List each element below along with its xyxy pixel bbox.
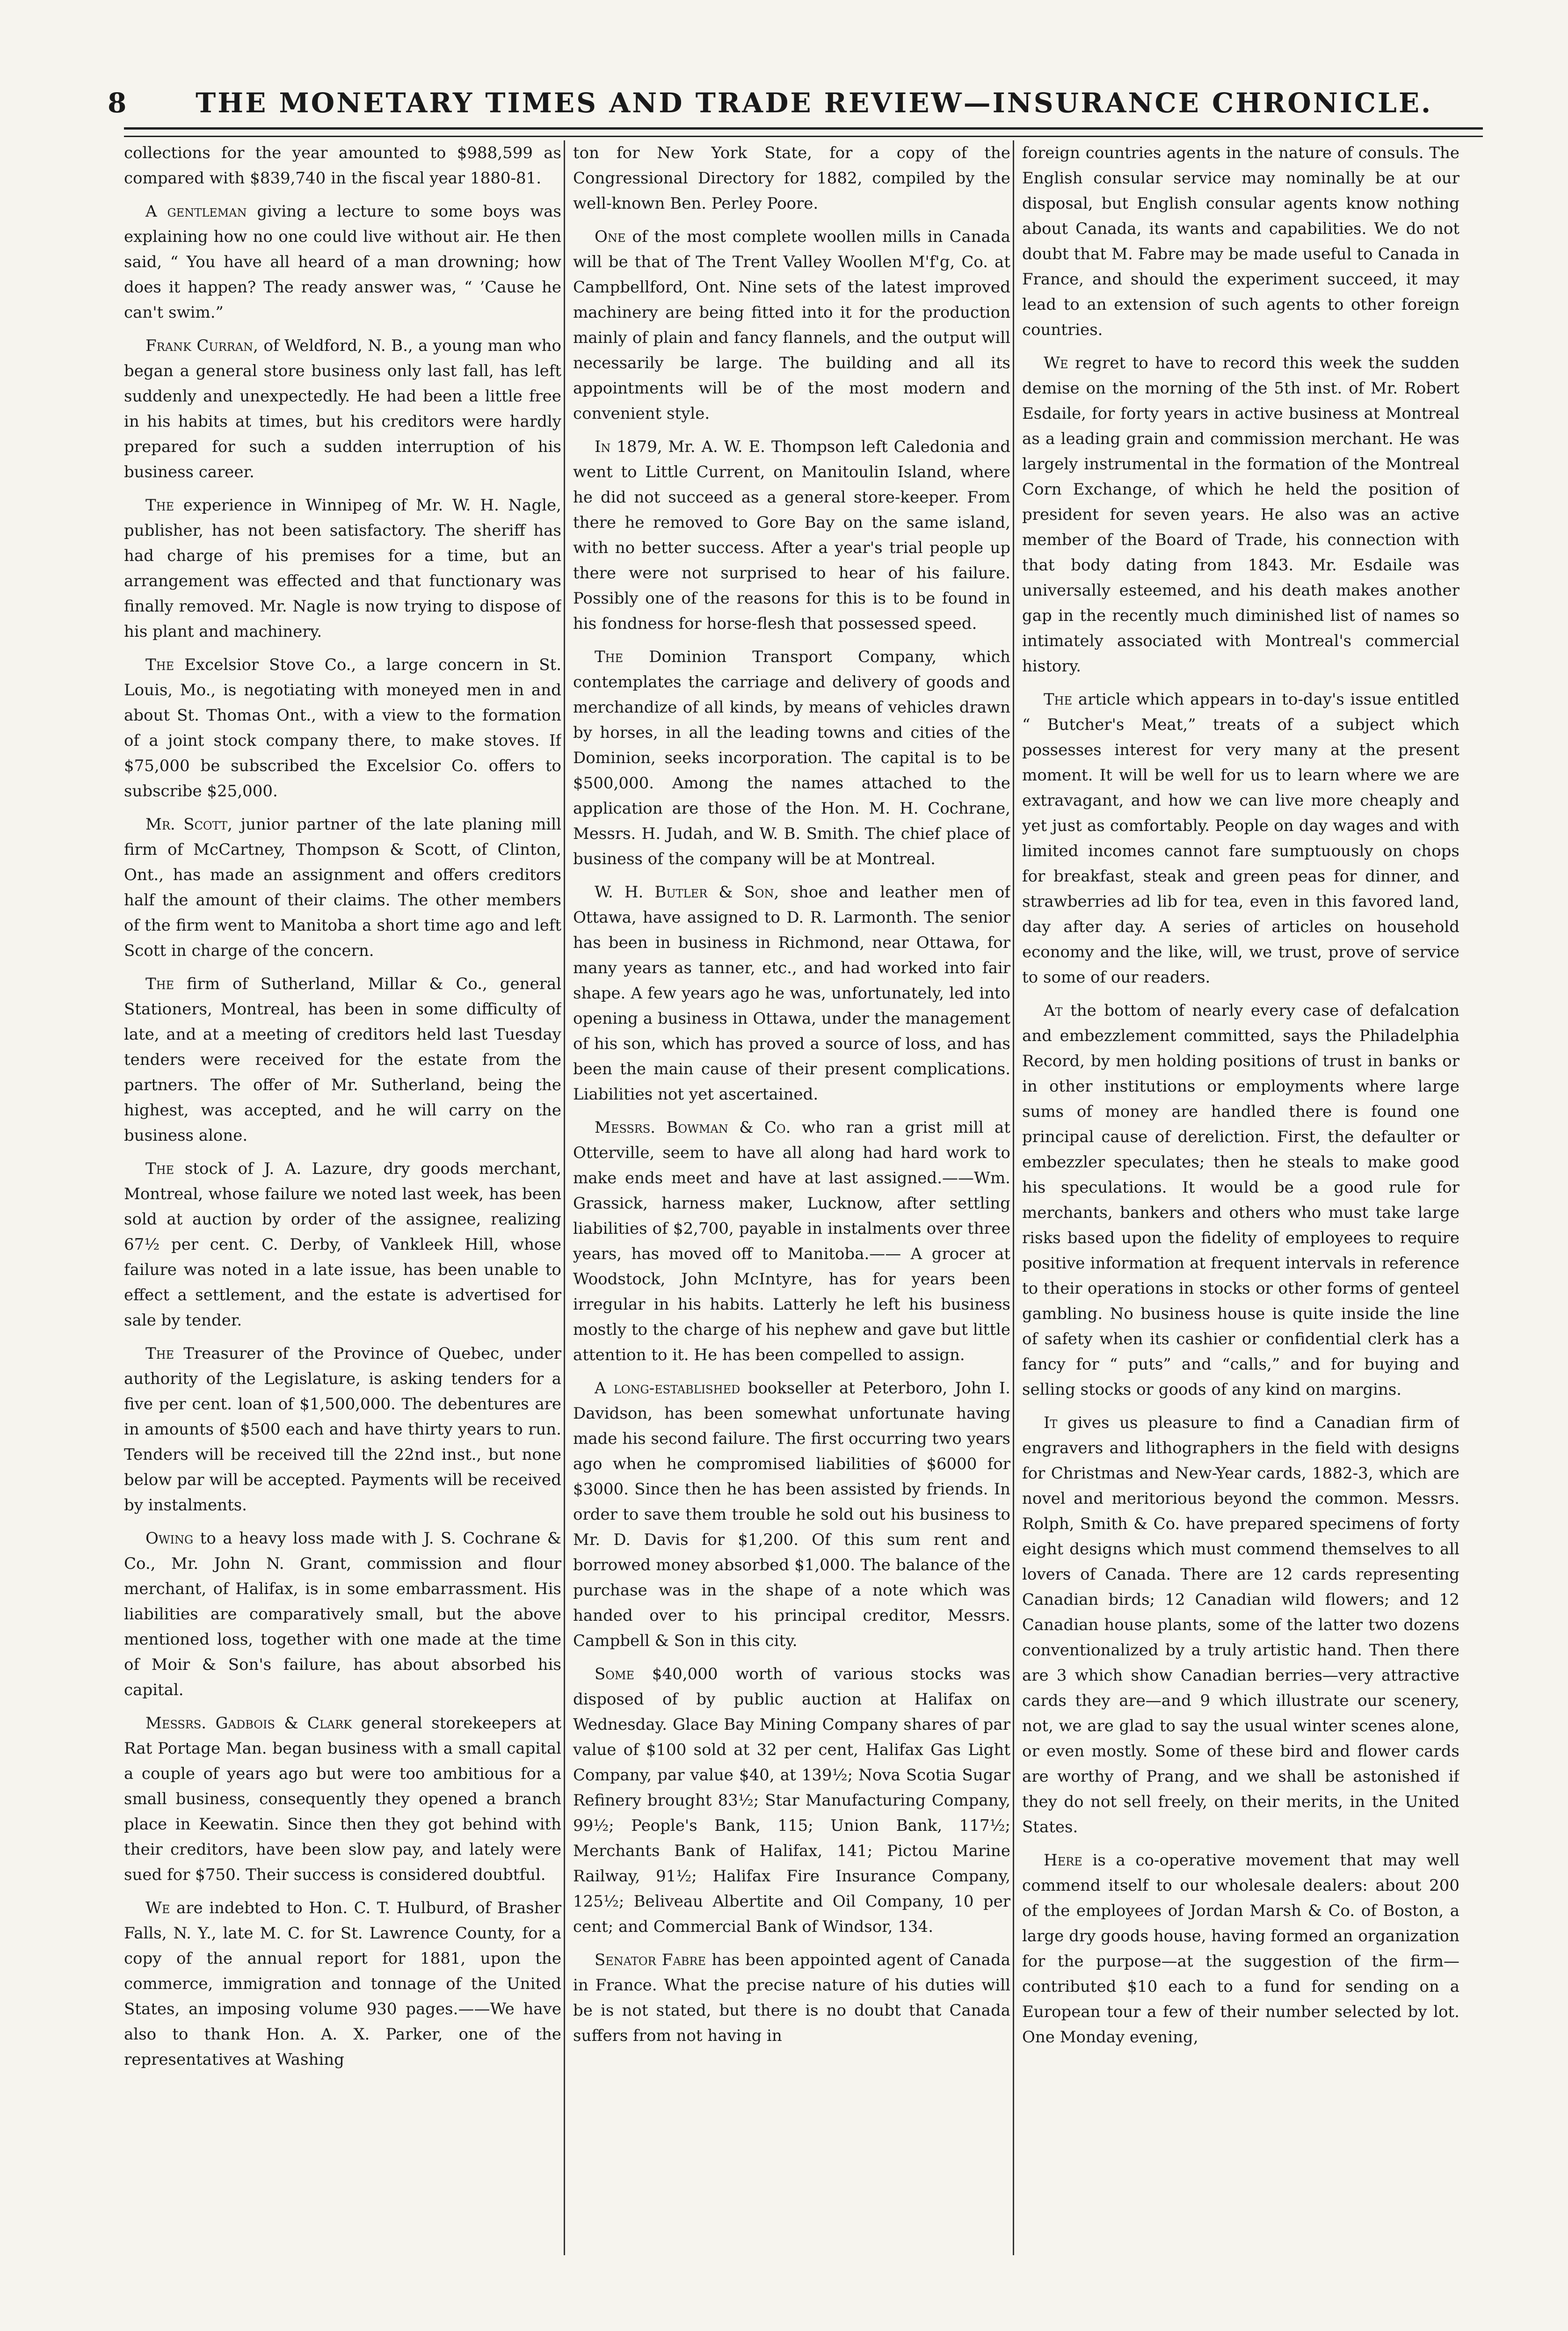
paragraph-text: shoe and leather men of Ottawa, have assigned to D. R. Larmonth. The senior has been in business in Richmond, near Ottawa, for many years as tanner, etc., and had worked into fair shape. A few years ago he was, unfortunately, led into opening a business in Ottawa, under the management of his son, which has proved a source of loss, and has been the main cause of their present complications. Liabilities not yet ascertained. bbox=[573, 883, 1010, 1104]
paragraph-text: junior partner of the late planing mill firm of McCartney, Thompson & Scott, of Clinton, Ont., has made an assignment and offers creditors half the amount of their claims. The other members of the firm went to Manitoba a short time ago and left Scott in charge of the concern. bbox=[124, 815, 561, 960]
paragraph-lead: A long-established bbox=[595, 1379, 740, 1398]
paragraph-lead: The bbox=[145, 656, 174, 674]
paragraph-lead: Here bbox=[1044, 1851, 1082, 1870]
article-paragraph bbox=[573, 644, 1010, 872]
paragraph-lead: Senator Fabre bbox=[595, 1951, 706, 1969]
article-paragraph bbox=[1022, 1848, 1459, 2050]
paragraph-text: ton for New York State, for a copy of the Congressional Directory for 1882, compiled by the well-known Ben. Perley Poore. bbox=[573, 144, 1010, 213]
header-rule-top bbox=[124, 127, 1483, 130]
article-paragraph bbox=[124, 333, 561, 485]
article-paragraph bbox=[124, 493, 561, 644]
article-paragraph bbox=[124, 1341, 561, 1518]
article-paragraph bbox=[573, 434, 1010, 636]
paragraph-lead: One bbox=[595, 227, 626, 246]
paragraph-text: article which appears in to-day's issue entitled “ Butcher's Meat,” treats of a subject which possesses interest for very many at the present moment. It will be well for us to learn where we are extravagant, and how we can live more cheaply and yet just as comfortably. People on day wages and with limited incomes cannot fare sumptuously on chops for breakfast, steak and green peas for dinner, and strawberries ad lib for tea, even in this favored land, day after day. A series of articles on household economy and the like, will, we trust, prove of service to some of our readers. bbox=[1022, 690, 1459, 987]
publication-title: THE MONETARY TIMES AND TRADE REVIEW—INSURANCE CHRONICLE. bbox=[196, 87, 1433, 119]
column-3 bbox=[1022, 140, 1459, 2274]
paragraph-text: are indebted to Hon. C. T. Hulburd, of Brasher Falls, N. Y., late M. C. for St. Lawrence County, for a copy of the annual report for 1881, upon the commerce, immigration and tonnage of the United States, an imposing volume 930 pages.——We have also to thank Hon. A. X. Parker, one of the representatives at Washing bbox=[124, 1899, 561, 2069]
article-paragraph bbox=[573, 224, 1010, 426]
paragraph-text: collections for the year amounted to $988,599 as compared with $839,740 in the fiscal year 1880-81. bbox=[124, 144, 561, 188]
article-paragraph bbox=[1022, 1410, 1459, 1840]
paragraph-lead: The bbox=[1044, 690, 1073, 709]
article-paragraph bbox=[124, 1895, 561, 2072]
paragraph-lead: Some bbox=[595, 1665, 635, 1683]
paragraph-text: gives us pleasure to find a Canadian firm of engravers and lithographers in the field with designs for Christmas and New-Year cards, 1882-3, which are novel and meritorious beyond the common. Messrs. Rolph, Smith & Co. have prepared specimens of forty eight designs which must commend themselves to all lovers of Canada. There are 12 cards representing Canadian birds; 12 Canadian wild flowers; and 12 Canadian house plants, some of the latter two dozens conventionalized by a truly artistic hand. Then there are 3 which show Canadian berries—very attractive cards they are—and 9 which illustrate our scenery, not, we are glad to say the usual winter scenes alone, or even mostly. Some of these bird and flower cards are worthy of Prang, and we shall be astonished if they do not sell freely, on their merits, in the United States. bbox=[1022, 1413, 1459, 1836]
paragraph-text: stock of J. A. Lazure, dry goods merchant, Montreal, whose failure we noted last week, has been sold at auction by order of the assignee, realizing 67½ per cent. C. Derby, of Vankleek Hill, whose failure was noted in a late issue, has been unable to effect a settlement, and the estate is advertised for sale by tender. bbox=[124, 1159, 561, 1330]
article-paragraph bbox=[124, 652, 561, 804]
paragraph-lead: Messrs. Bowman & Co. bbox=[595, 1118, 791, 1137]
paragraph-lead: It bbox=[1044, 1413, 1058, 1432]
article-paragraph bbox=[573, 1115, 1010, 1368]
paragraph-lead: The bbox=[145, 975, 174, 993]
paragraph-lead: In bbox=[595, 437, 611, 456]
paragraph-text: 1879, Mr. A. W. E. Thompson left Caledonia and went to Little Current, on Manitoulin Island, where he did not succeed as a general store-keeper. From there he removed to Gore Bay on the same island, with no better success. After a year's trial people up there were not surprised to hear of his failure. Possibly one of the reasons for this is to be found in his fondness for horse-flesh that possessed speed. bbox=[573, 437, 1010, 633]
article-paragraph bbox=[1022, 687, 1459, 990]
paragraph-text: of Weldford, N. B., a young man who began a general store business only last fall, has left suddenly and unexpectedly. He had been a little free in his habits at times, but his creditors were hardly prepared for such a sudden interruption of his business career. bbox=[124, 336, 561, 481]
paragraph-lead: A gentleman bbox=[145, 202, 247, 221]
paragraph-text: giving a lecture to some boys was explaining how no one could live without air. He then said, “ You have all heard of a man drowning; how does it happen? The ready answer was, “ ’Cause he can't swim.” bbox=[124, 202, 561, 322]
paragraph-text: to a heavy loss made with J. S. Cochrane & Co., Mr. John N. Grant, commission and flour merchant, of Halifax, is in some embarrassment. His liabilities are comparatively small, but the above mentioned loss, together with one made at the time of Moir & Son's failure, has about absorbed his capital. bbox=[124, 1529, 561, 1699]
paragraph-lead: The bbox=[595, 648, 624, 666]
paragraph-text: general storekeepers at Rat Portage Man. began business with a small capital a couple of years ago but were too ambitious for a small business, consequently they opened a branch place in Keewatin. Since then they got behind with their creditors, have been slow pay, and lately were sued for $750. Their success is considered doubtful. bbox=[124, 1714, 561, 1884]
paragraph-lead: We bbox=[145, 1899, 170, 1917]
article-paragraph bbox=[573, 140, 1010, 216]
paragraph-lead: At bbox=[1044, 1001, 1063, 1020]
paragraph-text: of the most complete woollen mills in Canada will be that of The Trent Valley Woollen M'f'g, Co. at Campbellford, Ont. Nine sets of the latest improved machinery are being fitted into it for the production mainly of plain and fancy flannels, and the output will necessarily be large. The building and all its appointments will be of the most modern and convenient style. bbox=[573, 227, 1010, 423]
article-paragraph bbox=[124, 1526, 561, 1703]
paragraph-lead: Mr. Scott, bbox=[145, 815, 232, 834]
page-number: 8 bbox=[108, 87, 127, 119]
paragraph-text: has been appointed agent of Canada in France. What the precise nature of his duties will be is not stated, but there is no doubt that Canada suffers from not having in bbox=[573, 1951, 1010, 2045]
column-2 bbox=[573, 140, 1010, 2274]
paragraph-text: bookseller at Peterboro, John I. Davidson, has been somewhat unfortunate having made his second failure. The first occurring two years ago when he compromised liabilities of $6000 for $3000. Since then he has been assisted by friends. In order to save them trouble he sold out his business to Mr. D. Davis for $1,200. Of this sum rent and borrowed money absorbed $1,000. The balance of the purchase was in the shape of a note which was handed over to his principal creditor, Messrs. Campbell & Son in this city. bbox=[573, 1379, 1010, 1650]
article-paragraph bbox=[1022, 350, 1459, 679]
article-paragraph bbox=[124, 1156, 561, 1333]
paragraph-lead: Messrs. Gadbois & Clark bbox=[145, 1714, 352, 1733]
paragraph-text: the bottom of nearly every case of defalcation and embezzlement committed, says the Philadelphia Record, by men holding positions of trust in banks or in other institutions or employments where large sums of money are handled there is found one principal cause of dereliction. First, the defaulter or embezzler speculates; then he steals to make good his speculations. It would be a good rule for merchants, bankers and others who must take large risks based upon the fidelity of employees to require positive information at frequent intervals in reference to their operations in stocks or other forms of genteel gambling. No business house is quite inside the line of safety when its cashier or confidential clerk has a fancy for “ puts” and “calls,” and for buying and selling stocks or goods of any kind on margins. bbox=[1022, 1001, 1459, 1399]
paragraph-lead: The bbox=[145, 1159, 174, 1178]
article-paragraph bbox=[1022, 998, 1459, 1402]
paragraph-text: Treasurer of the Province of Quebec, under authority of the Legislature, is asking tenders for a five per cent. loan of $1,500,000. The debentures are in amounts of $500 each and have thirty years to run. Tenders will be received till the 22nd inst., but none below par will be accepted. Payments will be received by instalments. bbox=[124, 1344, 561, 1515]
article-paragraph bbox=[573, 880, 1010, 1107]
paragraph-lead: The bbox=[145, 1344, 174, 1363]
column-divider-2 bbox=[1013, 140, 1014, 2255]
column-divider-1 bbox=[564, 140, 565, 2255]
article-paragraph bbox=[573, 1376, 1010, 1654]
article-paragraph bbox=[124, 140, 561, 191]
paragraph-lead: W. H. Butler & Son, bbox=[595, 883, 779, 902]
article-paragraph bbox=[573, 1661, 1010, 1939]
paragraph-text: foreign countries agents in the nature of consuls. The English consular service may nominally be at our disposal, but English consular agents know nothing about Canada, its wants and capabilities. We do not doubt that M. Fabre may be made useful to Canada in France, and should the experiment succeed, it may lead to an extension of such agents to other foreign countries. bbox=[1022, 144, 1459, 339]
running-header bbox=[108, 84, 1483, 122]
paragraph-lead: We bbox=[1044, 354, 1068, 372]
article-paragraph bbox=[573, 1947, 1010, 2048]
article-paragraph bbox=[124, 199, 561, 325]
paragraph-lead: Owing bbox=[145, 1529, 194, 1548]
header-rule-bottom bbox=[124, 136, 1483, 137]
article-paragraph bbox=[124, 1711, 561, 1887]
paragraph-text: regret to have to record this week the sudden demise on the morning of the 5th inst. of Mr. Robert Esdaile, for forty years in active business at Montreal as a leading grain and commission merchant. He was largely instrumental in the formation of the Montreal Corn Exchange, of which he held the position of president for seven years. He also was an active member of the Board of Trade, his connection with that body dating from 1843. Mr. Esdaile was universally esteemed, and his death makes another gap in the recently much diminished list of names so intimately associated with Montreal's commercial history. bbox=[1022, 354, 1459, 676]
paragraph-text: firm of Sutherland, Millar & Co., general Stationers, Montreal, has been in some difficulty of late, and at a meeting of creditors held last Tuesday tenders were received for the estate from the partners. The offer of Mr. Sutherland, being the highest, was accepted, and he will carry on the business alone. bbox=[124, 975, 561, 1145]
paragraph-text: is a co-operative movement that may well commend itself to our wholesale dealers: about 200 of the employees of Jordan Marsh & Co. of Boston, a large dry goods house, having formed an organization for the purpose—at the suggestion of the firm—contributed $10 each to a fund for sending on a European tour a few of their number selected by lot. One Monday evening, bbox=[1022, 1851, 1459, 2047]
column-1 bbox=[124, 140, 561, 2274]
paragraph-text: experience in Winnipeg of Mr. W. H. Nagle, publisher, has not been satisfactory. The sheriff has had charge of his premises for a time, but an arrangement was effected and that functionary was finally removed. Mr. Nagle is now trying to dispose of his plant and machinery. bbox=[124, 496, 561, 641]
paragraph-lead: Frank Curran, bbox=[145, 336, 258, 355]
article-paragraph bbox=[124, 971, 561, 1148]
article-paragraph bbox=[1022, 140, 1459, 342]
paragraph-text: Dominion Transport Company, which contemplates the carriage and delivery of goods and merchandize of all kinds, by means of vehicles drawn by horses, in all the leading towns and cities of the Dominion, seeks incorporation. The capital is to be $500,000. Among the names attached to the application are those of the Hon. M. H. Cochrane, Messrs. H. Judah, and W. B. Smith. The chief place of business of the company will be at Montreal. bbox=[573, 648, 1010, 868]
paragraph-text: who ran a grist mill at Otterville, seem to have all along had hard work to make ends meet and have at last assigned.——Wm. Grassick, harness maker, Lucknow, after settling liabilities of $2,700, payable in instalments over three years, has moved off to Manitoba.—— A grocer at Woodstock, John McIntyre, has for years been irregular in his habits. Latterly he left his business mostly to the charge of his nephew and gave but little attention to it. He has been compelled to assign. bbox=[573, 1118, 1010, 1364]
paragraph-text: $40,000 worth of various stocks was disposed of by public auction at Halifax on Wednesday. Glace Bay Mining Company shares of par value of $100 sold at 32 per cent, Halifax Gas Light Company, par value $40, at 139½; Nova Scotia Sugar Refinery brought 83½; Star Manufacturing Company, 99½; People's Bank, 115; Union Bank, 117½; Merchants Bank of Halifax, 141; Pictou Marine Railway, 91½; Halifax Fire Insurance Company, 125½; Beliveau Albertite and Oil Company, 10 per cent; and Commercial Bank of Windsor, 134. bbox=[573, 1665, 1010, 1936]
paragraph-lead: The bbox=[145, 496, 174, 515]
article-paragraph bbox=[124, 812, 561, 963]
paragraph-text: Excelsior Stove Co., a large concern in St. Louis, Mo., is negotiating with moneyed men in and about St. Thomas Ont., with a view to the formation of a joint stock company there, to make stoves. If $75,000 be subscribed the Excelsior Co. offers to subscribe $25,000. bbox=[124, 656, 561, 801]
